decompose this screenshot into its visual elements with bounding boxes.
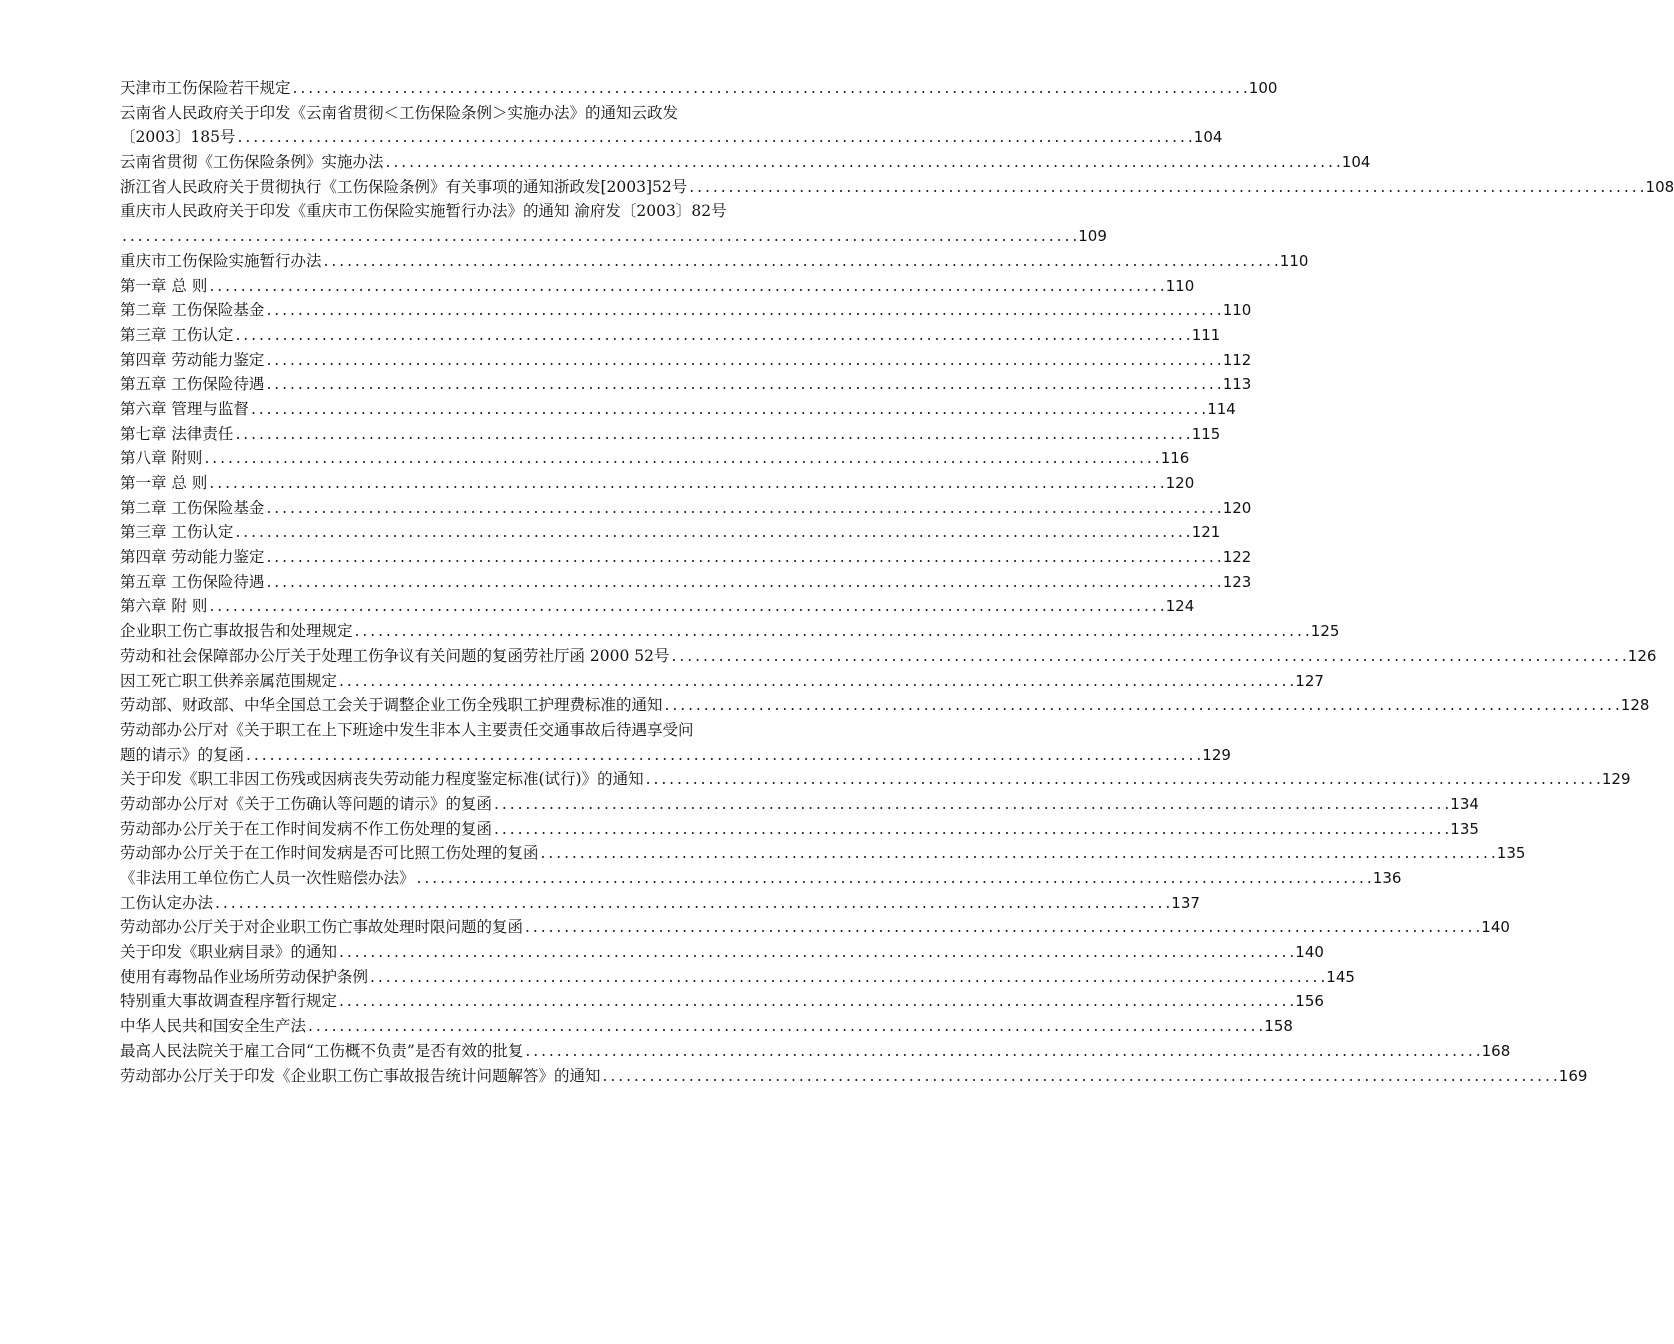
table-of-contents (120, 76, 1674, 1088)
toc-entry-title: 第三章 工伤认定 (120, 325, 234, 344)
toc-entry[interactable] (120, 767, 1631, 792)
toc-entry[interactable] (120, 718, 1231, 767)
toc-entry-title: 第一章 总 则 (120, 474, 208, 492)
toc-entry-page-number: 120 (1222, 498, 1252, 517)
toc-entry[interactable] (120, 446, 1190, 471)
toc-entry[interactable] (120, 594, 1195, 619)
toc-entry-title-line1: 重庆市人民政府关于印发《重庆市工伤保险实施暂行办法》的通知 渝府发〔2003〕82号 (120, 202, 727, 221)
dot-leader (689, 175, 1643, 200)
toc-entry[interactable] (120, 298, 1252, 323)
toc-entry[interactable] (120, 372, 1252, 397)
toc-entry-title: 第五章 工伤保险待遇 (120, 572, 265, 591)
toc-entry-page-number: 129 (1601, 770, 1631, 789)
dot-leader (308, 1014, 1262, 1039)
toc-entry[interactable] (120, 669, 1324, 694)
toc-entry-page-number: 135 (1450, 819, 1479, 838)
dot-leader (246, 743, 1200, 768)
toc-entry[interactable] (120, 249, 1309, 274)
toc-entry-title: 使用有毒物品作业场所劳动保护条例 (120, 967, 369, 986)
toc-entry-page-number: 116 (1160, 449, 1190, 468)
toc-entry-page-number: 104 (1341, 153, 1371, 172)
toc-entry-page-number: 115 (1191, 424, 1221, 443)
dot-leader (494, 817, 1448, 842)
toc-entry[interactable] (120, 644, 1657, 669)
dot-leader (665, 693, 1619, 718)
toc-entry-page-number: 113 (1222, 375, 1252, 394)
toc-entry-page-number: 125 (1310, 622, 1340, 641)
toc-entry[interactable] (120, 891, 1200, 916)
toc-entry-page-number: 135 (1496, 844, 1526, 863)
toc-entry-title: 题的请示》的复函 (120, 745, 245, 764)
toc-entry-title: 劳动部办公厅关于印发《企业职工伤亡事故报告统计问题解答》的通知 (120, 1066, 601, 1085)
toc-entry-title: 因工死亡职工供养亲属范围规定 (120, 671, 338, 690)
toc-entry[interactable] (120, 1064, 1588, 1089)
toc-entry[interactable] (120, 199, 1107, 248)
toc-entry-title: 劳动部、财政部、中华全国总工会关于调整企业工伤全残职工护理费标准的通知 (120, 696, 663, 715)
toc-entry[interactable] (120, 1039, 1511, 1064)
dot-leader (293, 76, 1247, 101)
toc-entry-title: 第六章 附 则 (120, 597, 208, 616)
toc-entry[interactable] (120, 915, 1510, 940)
toc-entry[interactable] (120, 570, 1252, 595)
dot-leader (355, 619, 1309, 644)
dot-leader (235, 422, 1189, 447)
toc-entry-page-number: 111 (1191, 325, 1221, 344)
toc-entry[interactable] (120, 471, 1195, 496)
toc-entry-page-number: 136 (1372, 869, 1402, 887)
toc-entry-title: 第八章 附则 (120, 449, 203, 468)
dot-leader (417, 866, 1371, 891)
toc-entry-title-line1: 云南省人民政府关于印发《云南省贯彻＜工伤保险条例＞实施办法》的通知云政发 (120, 103, 679, 122)
dot-leader (238, 125, 1192, 150)
dot-leader (251, 397, 1205, 422)
toc-entry-page-number: 123 (1222, 572, 1252, 591)
dot-leader (266, 570, 1220, 595)
toc-entry-title: 第六章 管理与监督 (120, 399, 249, 418)
toc-entry-page-number: 158 (1264, 1017, 1293, 1036)
toc-entry-title: 企业职工伤亡事故报告和处理规定 (120, 622, 353, 641)
dot-leader (339, 940, 1293, 965)
toc-entry-title: 〔2003〕185号 (120, 128, 236, 147)
toc-entry[interactable] (120, 841, 1526, 866)
toc-entry-title: 劳动和社会保障部办公厅关于处理工伤争议有关问题的复函劳社厅函 2000 52号 (120, 646, 670, 665)
toc-entry[interactable] (120, 323, 1221, 348)
toc-entry[interactable] (120, 150, 1371, 175)
toc-entry[interactable] (120, 1014, 1293, 1039)
toc-entry-title: 劳动部办公厅关于在工作时间发病不作工伤处理的复函 (120, 819, 493, 838)
toc-entry-page-number: 145 (1326, 967, 1355, 986)
toc-entry-page-number: 110 (1165, 276, 1195, 295)
toc-entry-title: 中华人民共和国安全生产法 (120, 1017, 307, 1036)
toc-entry-page-number: 114 (1207, 399, 1236, 418)
toc-entry-title: 天津市工伤保险若干规定 (120, 79, 291, 97)
dot-leader (235, 323, 1189, 348)
toc-entry[interactable] (120, 76, 1278, 101)
toc-entry-title: 浙江省人民政府关于贯彻执行《工伤保险条例》有关事项的通知浙政发[2003]52号 (120, 177, 688, 196)
toc-entry-page-number: 127 (1295, 671, 1324, 690)
dot-leader (603, 1064, 1557, 1089)
dot-leader (370, 965, 1324, 990)
toc-entry-page-number: 137 (1171, 893, 1200, 912)
dot-leader (494, 792, 1448, 817)
dot-leader (215, 891, 1169, 916)
toc-entry[interactable] (120, 817, 1479, 842)
toc-entry-page-number: 168 (1481, 1041, 1511, 1060)
toc-entry-title: 劳动部办公厅对《关于工伤确认等问题的请示》的复函 (120, 794, 493, 813)
toc-entry-title: 第七章 法律责任 (120, 424, 234, 443)
toc-entry[interactable] (120, 545, 1252, 570)
toc-entry-page-number: 100 (1248, 79, 1278, 97)
toc-entry[interactable] (120, 274, 1195, 299)
dot-leader (672, 644, 1626, 669)
toc-entry-page-number: 126 (1627, 646, 1657, 665)
toc-entry[interactable] (120, 496, 1252, 521)
toc-entry-page-number: 112 (1222, 350, 1252, 369)
toc-entry-title: 第五章 工伤保险待遇 (120, 375, 265, 394)
toc-entry-page-number: 120 (1165, 474, 1195, 492)
toc-entry[interactable] (120, 866, 1402, 891)
toc-entry-page-number: 104 (1193, 128, 1223, 147)
dot-leader (122, 224, 1076, 249)
dot-leader (646, 767, 1600, 792)
toc-entry[interactable] (120, 520, 1221, 545)
toc-entry-page-number: 128 (1620, 696, 1650, 715)
dot-leader (525, 915, 1479, 940)
dot-leader (541, 841, 1495, 866)
toc-entry-page-number: 140 (1481, 918, 1510, 937)
toc-entry[interactable] (120, 965, 1355, 990)
toc-entry-page-number: 122 (1222, 548, 1252, 567)
dot-leader (204, 446, 1158, 471)
toc-entry-page-number: 124 (1165, 597, 1195, 616)
dot-leader (386, 150, 1340, 175)
toc-entry-title-line1: 劳动部办公厅对《关于职工在上下班途中发生非本人主要责任交通事故后待遇享受问 (120, 720, 694, 739)
toc-entry[interactable] (120, 989, 1324, 1014)
dot-leader (266, 545, 1220, 570)
toc-entry-title: 第二章 工伤保险基金 (120, 498, 265, 517)
toc-entry[interactable] (120, 792, 1479, 817)
toc-entry-title: 工伤认定办法 (120, 893, 214, 912)
dot-leader (525, 1039, 1479, 1064)
toc-entry-title: 云南省贯彻《工伤保险条例》实施办法 (120, 153, 384, 172)
dot-leader (209, 594, 1163, 619)
toc-entry[interactable] (120, 422, 1221, 447)
toc-entry-title: 第一章 总 则 (120, 276, 208, 295)
dot-leader (266, 348, 1220, 373)
toc-entry[interactable] (120, 940, 1324, 965)
toc-entry-title: 第四章 劳动能力鉴定 (120, 350, 265, 369)
toc-entry-title: 最高人民法院关于雇工合同“工伤概不负责”是否有效的批复 (120, 1041, 524, 1060)
toc-entry-page-number: 109 (1078, 227, 1107, 246)
toc-entry-title: 第二章 工伤保险基金 (120, 301, 265, 320)
toc-entry-page-number: 110 (1222, 301, 1252, 320)
toc-entry-page-number: 121 (1191, 523, 1221, 542)
dot-leader (209, 274, 1163, 299)
toc-entry-title: 重庆市工伤保险实施暂行办法 (120, 251, 322, 270)
dot-leader (266, 298, 1220, 323)
toc-entry-title: 劳动部办公厅关于在工作时间发病是否可比照工伤处理的复函 (120, 844, 539, 863)
toc-entry-title: 劳动部办公厅关于对企业职工伤亡事故处理时限问题的复函 (120, 918, 524, 937)
toc-entry[interactable] (120, 348, 1252, 373)
dot-leader (266, 372, 1220, 397)
toc-entry-title: 关于印发《职业病目录》的通知 (120, 943, 338, 962)
toc-entry[interactable] (120, 175, 1674, 200)
toc-entry-page-number: 156 (1295, 992, 1324, 1011)
toc-entry-page-number: 129 (1202, 745, 1231, 764)
toc-entry-title: 第四章 劳动能力鉴定 (120, 548, 265, 567)
toc-entry-title: 关于印发《职工非因工伤残或因病丧失劳动能力程度鉴定标准(试行)》的通知 (120, 770, 644, 789)
dot-leader (324, 249, 1278, 274)
toc-entry-page-number: 108 (1645, 177, 1674, 196)
toc-entry-page-number: 134 (1450, 794, 1479, 813)
dot-leader (235, 520, 1189, 545)
toc-entry-title: 第三章 工伤认定 (120, 523, 234, 542)
toc-entry-title: 特别重大事故调查程序暂行规定 (120, 992, 338, 1011)
toc-entry[interactable] (120, 619, 1340, 644)
dot-leader (209, 471, 1163, 496)
dot-leader (339, 989, 1293, 1014)
toc-entry[interactable] (120, 101, 1223, 150)
toc-entry[interactable] (120, 693, 1650, 718)
dot-leader (339, 669, 1293, 694)
toc-entry-page-number: 140 (1295, 943, 1324, 962)
toc-entry-title: 《非法用工单位伤亡人员一次性赔偿办法》 (120, 869, 415, 887)
toc-entry-page-number: 169 (1558, 1066, 1588, 1085)
toc-entry-page-number: 110 (1279, 251, 1309, 270)
dot-leader (266, 496, 1220, 521)
toc-entry[interactable] (120, 397, 1236, 422)
